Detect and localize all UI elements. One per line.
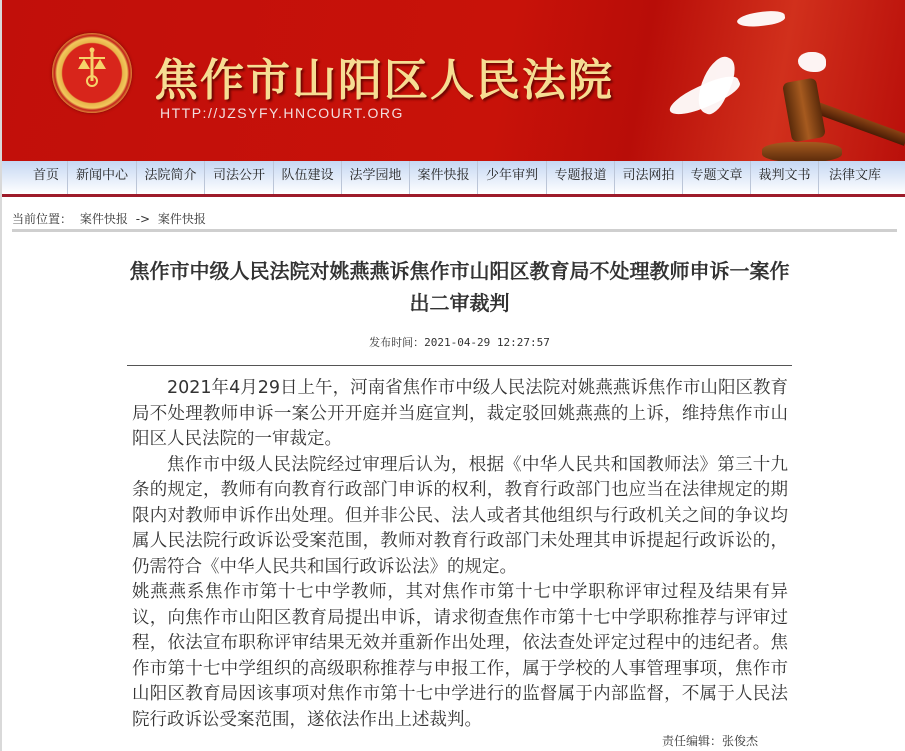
dove-icon	[798, 52, 826, 72]
nav-item-judicial-openness[interactable]: 司法公开	[205, 161, 274, 194]
breadcrumb-link-current[interactable]: 案件快报	[157, 212, 206, 226]
article-paragraph: 姚燕燕系焦作市第十七中学教师，其对焦作市第十七中学职称评审过程及结果有异议，向焦作市山阳区教育局提出申诉，请求彻查焦作市第十七中学职称推荐与评审过程，依法宣布职称评审结果无效并重新作出处理，依法查处评定过程中的违纪者。焦作市第十七中学组织的高级职称推荐与申报工作，属于学校的人事管理事项，焦作市山阳区教育局因该事项对焦作市第十七中学进行的监督属于内部监督，不属于人民法院行政诉讼受案范围，遂依法作出上述裁判。	[132, 582, 788, 730]
site-banner	[2, 0, 905, 161]
responsible-editor	[662, 732, 758, 749]
nav-item-law-garden[interactable]: 法学园地	[342, 161, 410, 194]
gavel-base	[762, 142, 842, 161]
nav-item-about[interactable]: 法院简介	[137, 161, 205, 194]
article-paragraph: 焦作市中级人民法院经过审理后认为，根据《中华人民共和国教师法》第三十九条的规定，教师有向教育行政部门申诉的权利，教育行政部门也应当在法律规定的期限内对教师申诉作出处理。但并非公民、法人或者其他组织与行政机关之间的争议均属人民法院行政诉讼受案范围，教师对教育行政部门未处理其申诉提起行政诉讼的，仍需符合《中华人民共和国行政诉讼法》的规定。	[132, 454, 788, 577]
breadcrumb-divider	[12, 229, 897, 232]
article-body	[132, 376, 788, 733]
site-url: HTTP://JZSYFY.HNCOURT.ORG	[160, 105, 404, 121]
breadcrumb	[12, 210, 210, 227]
article-paragraph: 2021年4月29日上午，河南省焦作市中级人民法院对姚燕燕诉焦作市山阳区教育局不处理教师申诉一案公开开庭并当庭宣判，裁定驳回姚燕燕的上诉，维持焦作市山阳区人民法院的一审裁定。	[132, 378, 788, 449]
main-nav	[2, 161, 905, 197]
breadcrumb-separator: ->	[135, 212, 151, 226]
gavel-head	[782, 78, 826, 143]
gavel-icon	[810, 100, 905, 145]
publish-label: 发布时间：	[369, 336, 425, 349]
article-title: 焦作市中级人民法院对姚燕燕诉焦作市山阳区教育局不处理教师申诉一案作出二审裁判	[129, 259, 790, 315]
nav-item-judgments[interactable]: 裁判文书	[751, 161, 819, 194]
nav-item-special-reports[interactable]: 专题报道	[547, 161, 615, 194]
nav-item-auction[interactable]: 司法网拍	[615, 161, 683, 194]
editor-label: 责任编辑：	[662, 734, 723, 748]
publish-value: 2021-04-29 12:27:57	[424, 336, 550, 349]
scales-of-justice-icon	[76, 47, 108, 87]
nav-item-law-library[interactable]: 法律文库	[829, 168, 882, 183]
nav-item-news[interactable]: 新闻中心	[68, 161, 137, 194]
nav-item-juvenile[interactable]: 少年审判	[478, 161, 547, 194]
nav-item-special-articles[interactable]: 专题文章	[683, 161, 751, 194]
breadcrumb-link-case-news[interactable]: 案件快报	[79, 212, 128, 226]
nav-item-case-news[interactable]: 案件快报	[410, 161, 478, 194]
title-divider	[127, 365, 792, 366]
nav-item-home[interactable]: 首页	[2, 161, 68, 194]
court-emblem-icon	[52, 33, 132, 113]
editor-name: 张俊杰	[722, 734, 759, 748]
publish-time	[127, 334, 792, 350]
site-title: 焦作市山阳区人民法院	[154, 55, 614, 106]
nav-item-team[interactable]: 队伍建设	[274, 161, 342, 194]
breadcrumb-prefix: 当前位置：	[12, 212, 73, 226]
dove-icon	[736, 9, 785, 30]
